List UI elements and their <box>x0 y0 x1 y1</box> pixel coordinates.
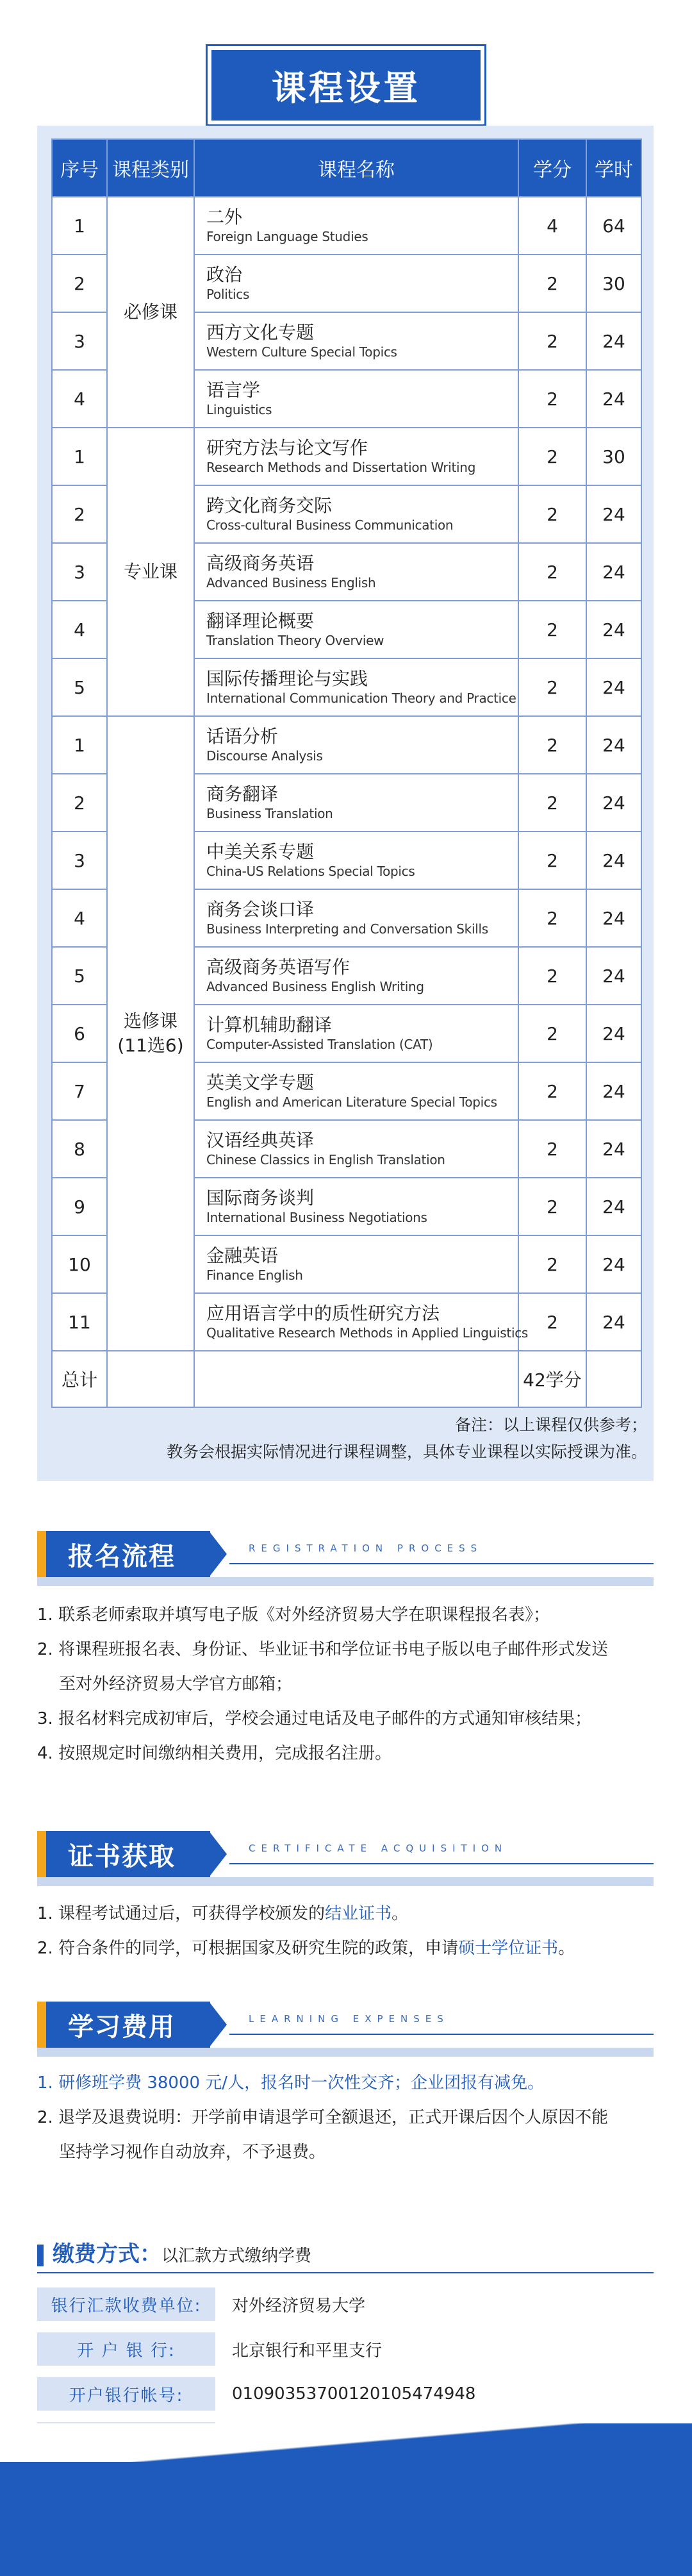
total-empty-cell <box>194 1351 518 1407</box>
row-credit: 2 <box>518 832 586 889</box>
section-title: 证书获取 <box>37 1831 210 1877</box>
course-name-en: English and American Literature Special Topics <box>206 1094 497 1110</box>
row-no: 3 <box>52 543 107 601</box>
col-header-no: 序号 <box>52 139 107 197</box>
list-item: 4. 按照规定时间缴纳相关费用，完成报名注册。 <box>37 1744 392 1763</box>
row-credit: 2 <box>518 1235 586 1293</box>
course-name-en: Politics <box>206 287 250 302</box>
divider <box>229 1563 654 1564</box>
chevron-right-icon <box>209 1531 227 1577</box>
course-name <box>194 832 518 889</box>
course-name-cn: 语言学 <box>206 380 261 401</box>
course-name-en: Business Interpreting and Conversation Skills <box>206 921 488 937</box>
course-name-en: Qualitative Research Methods in Applied Linguistics <box>206 1325 529 1341</box>
divider <box>229 2034 654 2035</box>
total-empty-cell <box>586 1351 641 1407</box>
row-no: 1 <box>52 716 107 774</box>
row-no: 2 <box>52 774 107 832</box>
course-name <box>194 485 518 543</box>
row-credit: 2 <box>518 1120 586 1178</box>
fees-list <box>37 2066 654 2170</box>
section-title: 学习费用 <box>37 2002 210 2048</box>
certificate-list <box>37 1896 654 1966</box>
category-required: 必修课 <box>107 197 194 428</box>
row-hours: 24 <box>586 1062 641 1120</box>
course-name <box>194 428 518 485</box>
row-hours: 24 <box>586 312 641 370</box>
list-item: 1. 联系老师索取并填写电子版《对外经济贸易大学在职课程报名表》； <box>37 1605 550 1625</box>
course-name-en: Research Methods and Dissertation Writing <box>206 460 476 475</box>
category-major: 专业课 <box>107 428 194 716</box>
course-name <box>194 716 518 774</box>
course-name-cn: 跨文化商务交际 <box>206 495 333 516</box>
list-item: 3. 报名材料完成初审后，学校会通过电话及电子邮件的方式通知审核结果； <box>37 1709 592 1728</box>
row-no: 1 <box>52 197 107 255</box>
text: 1. 课程考试通过后，可获得学校颁发的 <box>37 1904 325 1923</box>
col-header-category: 课程类别 <box>107 139 194 197</box>
row-hours: 24 <box>586 889 641 947</box>
course-name-en: Foreign Language Studies <box>206 229 368 244</box>
row-credit: 2 <box>518 370 586 428</box>
table-row <box>52 197 641 255</box>
course-name <box>194 601 518 658</box>
course-name-cn: 汉语经典英译 <box>206 1130 315 1151</box>
text: 。 <box>558 1939 575 1958</box>
row-hours: 24 <box>586 543 641 601</box>
row-no: 8 <box>52 1120 107 1178</box>
divider <box>37 2272 654 2273</box>
table-header-row <box>52 139 641 197</box>
text: 。 <box>391 1904 409 1923</box>
section-title: 报名流程 <box>37 1531 210 1577</box>
course-name-cn: 国际传播理论与实践 <box>206 668 368 689</box>
payment-key: 银行汇款收费单位: <box>37 2287 215 2321</box>
remark-line: 教务会根据实际情况进行课程调整，具体专业课程以实际授课为准。 <box>166 1443 647 1461</box>
row-hours: 30 <box>586 255 641 312</box>
total-credit: 42学分 <box>518 1351 586 1407</box>
highlight-text: 硕士学位证书 <box>458 1939 559 1958</box>
course-name <box>194 1178 518 1235</box>
course-name-en: Chinese Classics in English Translation <box>206 1152 445 1167</box>
row-no: 5 <box>52 947 107 1005</box>
row-credit: 2 <box>518 1178 586 1235</box>
row-no: 4 <box>52 889 107 947</box>
course-name-en: Advanced Business English <box>206 575 376 590</box>
payment-title <box>37 2236 311 2268</box>
row-hours: 30 <box>586 428 641 485</box>
course-name-cn: 政治 <box>206 264 243 285</box>
table-row <box>52 428 641 485</box>
col-header-credit: 学分 <box>518 139 586 197</box>
chevron-right-icon <box>209 2002 227 2048</box>
course-name-en: Cross-cultural Business Communication <box>206 517 454 533</box>
row-hours: 24 <box>586 658 641 716</box>
row-no: 3 <box>52 312 107 370</box>
payment-row <box>37 2332 654 2366</box>
course-name-cn: 应用语言学中的质性研究方法 <box>206 1303 440 1324</box>
row-credit: 2 <box>518 255 586 312</box>
highlight-text: 结业证书 <box>325 1904 392 1923</box>
row-hours: 24 <box>586 716 641 774</box>
list-item: 1. 研修班学费 38000 元/人，报名时一次性交齐；企业团报有减免。 <box>37 2073 545 2093</box>
col-header-course-name: 课程名称 <box>194 139 518 197</box>
course-name <box>194 255 518 312</box>
course-name-en: Translation Theory Overview <box>206 633 384 648</box>
total-empty-cell <box>107 1351 194 1407</box>
row-hours: 24 <box>586 947 641 1005</box>
course-name-cn: 高级商务英语写作 <box>206 957 350 978</box>
row-credit: 2 <box>518 485 586 543</box>
course-name-en: Discourse Analysis <box>206 748 323 764</box>
row-no: 1 <box>52 428 107 485</box>
row-hours: 24 <box>586 601 641 658</box>
course-name-cn: 中美关系专题 <box>206 841 315 862</box>
category-elective <box>107 716 194 1351</box>
course-name <box>194 1005 518 1062</box>
row-hours: 24 <box>586 1293 641 1351</box>
course-name <box>194 370 518 428</box>
remark-line: 备注：以上课程仅供参考； <box>454 1416 647 1434</box>
row-credit: 2 <box>518 1062 586 1120</box>
page-title: 课程设置 <box>208 46 484 124</box>
table-total-row <box>52 1351 641 1407</box>
list-item <box>37 1931 654 1966</box>
course-name-en: China-US Relations Special Topics <box>206 864 415 879</box>
course-name <box>194 1235 518 1293</box>
table-row <box>52 716 641 774</box>
row-hours: 24 <box>586 832 641 889</box>
section-title-en: CERTIFICATE ACQUISITION <box>249 1843 508 1854</box>
payment-title-text: 缴费方式： <box>53 2241 161 2267</box>
row-hours: 64 <box>586 197 641 255</box>
list-item <box>37 1896 654 1931</box>
course-name-en: Advanced Business English Writing <box>206 979 424 994</box>
row-hours: 24 <box>586 1235 641 1293</box>
row-credit: 2 <box>518 601 586 658</box>
row-credit: 2 <box>518 774 586 832</box>
payment-key: 开 户 银 行: <box>37 2332 215 2366</box>
course-name <box>194 312 518 370</box>
course-name-cn: 国际商务谈判 <box>206 1187 315 1209</box>
section-header-fees <box>37 2002 654 2057</box>
row-hours: 24 <box>586 1005 641 1062</box>
divider <box>37 1877 654 1886</box>
course-name-cn: 高级商务英语 <box>206 553 315 574</box>
course-name-cn: 金融英语 <box>206 1245 279 1266</box>
row-credit: 2 <box>518 716 586 774</box>
row-credit: 2 <box>518 1005 586 1062</box>
row-no: 10 <box>52 1235 107 1293</box>
row-no: 5 <box>52 658 107 716</box>
row-no: 2 <box>52 255 107 312</box>
row-credit: 2 <box>518 889 586 947</box>
row-credit: 2 <box>518 658 586 716</box>
payment-key: 开户银行帐号: <box>37 2377 215 2411</box>
section-header-certificate <box>37 1831 654 1886</box>
payment-value: 01090353700120105474948 <box>232 2384 476 2404</box>
course-name-cn: 商务会谈口译 <box>206 899 315 920</box>
row-no: 9 <box>52 1178 107 1235</box>
section-title-en: REGISTRATION PROCESS <box>249 1543 483 1554</box>
row-no: 7 <box>52 1062 107 1120</box>
col-header-hours: 学时 <box>586 139 641 197</box>
divider <box>37 2048 654 2057</box>
row-credit: 2 <box>518 947 586 1005</box>
row-no: 4 <box>52 601 107 658</box>
table-remark <box>167 1412 647 1466</box>
row-hours: 24 <box>586 1120 641 1178</box>
row-credit: 2 <box>518 312 586 370</box>
course-name <box>194 947 518 1005</box>
chevron-right-icon <box>209 1831 227 1877</box>
total-label: 总计 <box>52 1351 107 1407</box>
row-no: 11 <box>52 1293 107 1351</box>
list-item: 2. 退学及退费说明：开学前申请退学可全额退还，正式开课后因个人原因不能 <box>37 2108 609 2127</box>
course-name-en: Finance English <box>206 1267 303 1283</box>
course-name-en: Business Translation <box>206 806 333 821</box>
row-credit: 2 <box>518 543 586 601</box>
course-name-en: Linguistics <box>206 402 272 417</box>
payment-value: 北京银行和平里支行 <box>232 2341 383 2361</box>
footer-band <box>0 2449 692 2576</box>
course-name-cn: 话语分析 <box>206 726 279 747</box>
list-item: 坚持学习视作自动放弃，不予退费。 <box>59 2143 326 2162</box>
payment-subtitle: 以汇款方式缴纳学费 <box>161 2246 312 2266</box>
course-name-en: International Communication Theory and Practice <box>206 690 516 706</box>
row-credit: 2 <box>518 428 586 485</box>
payment-value: 对外经济贸易大学 <box>232 2296 366 2316</box>
course-table <box>51 138 642 1408</box>
list-item: 至对外经济贸易大学官方邮箱； <box>59 1675 293 1694</box>
course-name <box>194 774 518 832</box>
row-credit: 2 <box>518 1293 586 1351</box>
course-name <box>194 197 518 255</box>
course-name-cn: 英美文学专题 <box>206 1072 315 1093</box>
divider <box>229 1863 654 1864</box>
course-name-cn: 二外 <box>206 206 243 228</box>
payment-row <box>37 2377 654 2411</box>
course-name-cn: 翻译理论概要 <box>206 610 315 631</box>
title-marker <box>37 2245 44 2266</box>
category-elective-note: (11选6) <box>117 1035 184 1056</box>
course-name-cn: 研究方法与论文写作 <box>206 437 368 458</box>
payment-row <box>37 2287 654 2321</box>
course-name-cn: 商务翻译 <box>206 783 279 805</box>
row-no: 2 <box>52 485 107 543</box>
course-name <box>194 658 518 716</box>
course-name-en: Computer-Assisted Translation (CAT) <box>206 1037 433 1052</box>
row-hours: 24 <box>586 1178 641 1235</box>
row-no: 3 <box>52 832 107 889</box>
row-no: 4 <box>52 370 107 428</box>
course-name <box>194 1062 518 1120</box>
row-hours: 24 <box>586 774 641 832</box>
row-hours: 24 <box>586 370 641 428</box>
course-name-en: Western Culture Special Topics <box>206 344 397 360</box>
row-hours: 24 <box>586 485 641 543</box>
course-name-en: International Business Negotiations <box>206 1210 427 1225</box>
course-name <box>194 1293 529 1351</box>
course-name <box>194 1120 518 1178</box>
row-credit: 4 <box>518 197 586 255</box>
course-name-cn: 西方文化专题 <box>206 322 315 343</box>
divider <box>37 1577 654 1586</box>
course-name <box>194 889 518 947</box>
course-name <box>194 543 518 601</box>
category-elective-label: 选修课 <box>123 1010 177 1032</box>
list-item: 2. 将课程班报名表、身份证、毕业证书和学位证书电子版以电子邮件形式发送 <box>37 1640 609 1659</box>
row-no: 6 <box>52 1005 107 1062</box>
registration-list <box>37 1598 654 1771</box>
text: 2. 符合条件的同学，可根据国家及研究生院的政策，申请 <box>37 1939 459 1958</box>
course-name-cn: 计算机辅助翻译 <box>206 1014 333 1035</box>
section-header-registration <box>37 1531 654 1586</box>
section-title-en: LEARNING EXPENSES <box>249 2013 449 2025</box>
